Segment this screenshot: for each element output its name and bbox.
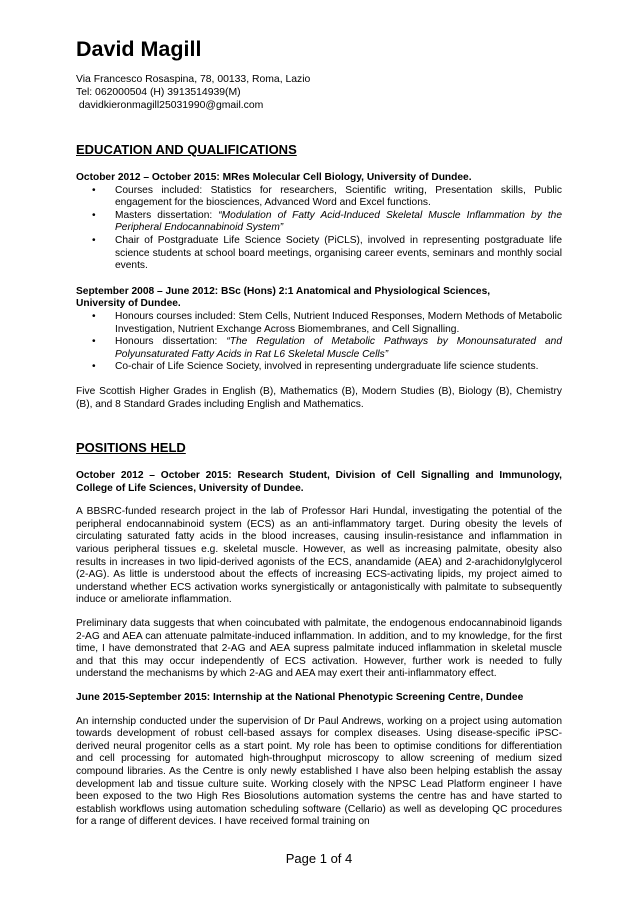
telephone: Tel: 062000504 (H) 3913514939(M) (76, 87, 241, 98)
mres-bullets (76, 185, 562, 273)
position2-title: June 2015-September 2015: Internship at the National Phenotypic Screening Centre, Dundee (76, 692, 524, 703)
positions-heading: POSITIONS HELD (76, 440, 186, 456)
position2-paragraph1: An internship conducted under the supervision of Dr Paul Andrews, working on a project using automation towards development of robust cell-based assays for complex diseases. Using disease-specific iPSC-derived neural progenitor cells as a start point. My role has been to optimise conditions for differentiation and cell processing for automated high-throughput microscopy to allow screening of medium sized compound libraries. As the Centre is only newly established I have also been helping establish the assay development lab and tissue culture suite. Working closely with the NPSC Lead Platform engineer I have been exposed to the two High Res Biosolutions automation systems the centre has and have started to establish workflows using automation scheduling software (Cellario) as well as developing QC procedures for a range of different devices. I have received formal training on (76, 715, 562, 828)
list-item: • Chair of Postgraduate Life Science Society (PiCLS), involved in representing postgraduate life science students at school board meetings, organising career events, seminars and monthly social events. (92, 234, 562, 272)
list-item: • Courses included: Statistics for researchers, Scientific writing, Presentation skills, Public engagement for the biosciences, Advanced Word and Excel functions. (92, 184, 562, 209)
position1-paragraph2: Preliminary data suggests that when coincubated with palmitate, the endogenous endocannabinoid ligands 2-AG and AEA can attenuate palmitate-induced inflammation. In addition, and to my knowledge, for the first time, I have demonstrated that 2-AG and AEA supress palmitate induced inflammation in skeletal muscle and that this may occur independently of ECS activation. However, further work is needed to fully understand the mechanisms by which 2-AG and AEA may exert their anti-inflammatory effect. (76, 618, 562, 680)
bsc-bullets (76, 311, 562, 374)
page-number: Page 1 of 4 (285, 851, 353, 866)
list-item: • Co-chair of Life Science Society, involved in representing undergraduate life science students. (92, 361, 539, 373)
list-item: • Honours dissertation: “The Regulation of Metabolic Pathways by Monounsaturated and Polyunsaturated Fatty Acids in Rat L6 Skeletal Muscle Cells” (92, 336, 562, 360)
cv-page (76, 36, 562, 829)
list-item: • Honours courses included: Stem Cells, Nutrient Induced Responses, Modern Methods of Metabolic Investigation, Nutrient Exchange Across Biomembranes, and Cell Signalling. (92, 310, 562, 335)
person-name: David Magill (76, 37, 202, 61)
position1-paragraph1: A BBSRC-funded research project in the lab of Professor Hari Hundal, investigating the potential of the peripheral endocannabinoid system (ECS) as an anti-inflammatory target. During obesity the levels of circulating saturated fatty acids in the blood increases, causing insulin-resistance and inflammation in various peripheral tissues e.g. skeletal muscle. However, as well as increasing palmitate, obesity also results in increases in two lipid-derived agonists of the ECS, anandamide (AEA) and 2-arachidonylglycerol (2-AG). As little is understood about the effects of increasing ECS-activating lipids, my project aimed to understand whether ECS activation works synergistically or antagonistically with palmitate to subsequently induce or ameliorate inflammation. (76, 506, 562, 606)
contact-block (76, 73, 562, 112)
list-item: • Masters dissertation: “Modulation of Fatty Acid-Induced Skeletal Muscle Inflammation by the Peripheral Endocannabinoid System” (92, 209, 562, 234)
bsc-title: September 2008 – June 2012: BSc (Hons) 2:1 Anatomical and Physiological Sciences, University of Dundee. (76, 285, 491, 310)
email: davidkieronmagill25031990@gmail.com (76, 100, 264, 111)
mres-title: October 2012 – October 2015: MRes Molecular Cell Biology, University of Dundee. (76, 172, 472, 183)
position1-title: October 2012 – October 2015: Research Student, Division of Cell Signalling and Immunology, College of Life Sciences, University of Dundee. (76, 470, 562, 494)
address: Via Francesco Rosaspina, 78, 00133, Roma, Lazio (76, 74, 311, 85)
education-heading: EDUCATION AND QUALIFICATIONS (76, 142, 297, 157)
highers-paragraph: Five Scottish Higher Grades in English (B), Mathematics (B), Modern Studies (B), Biology (B), Chemistry (B), and 8 Standard Grades including English and Mathematics. (76, 385, 562, 410)
